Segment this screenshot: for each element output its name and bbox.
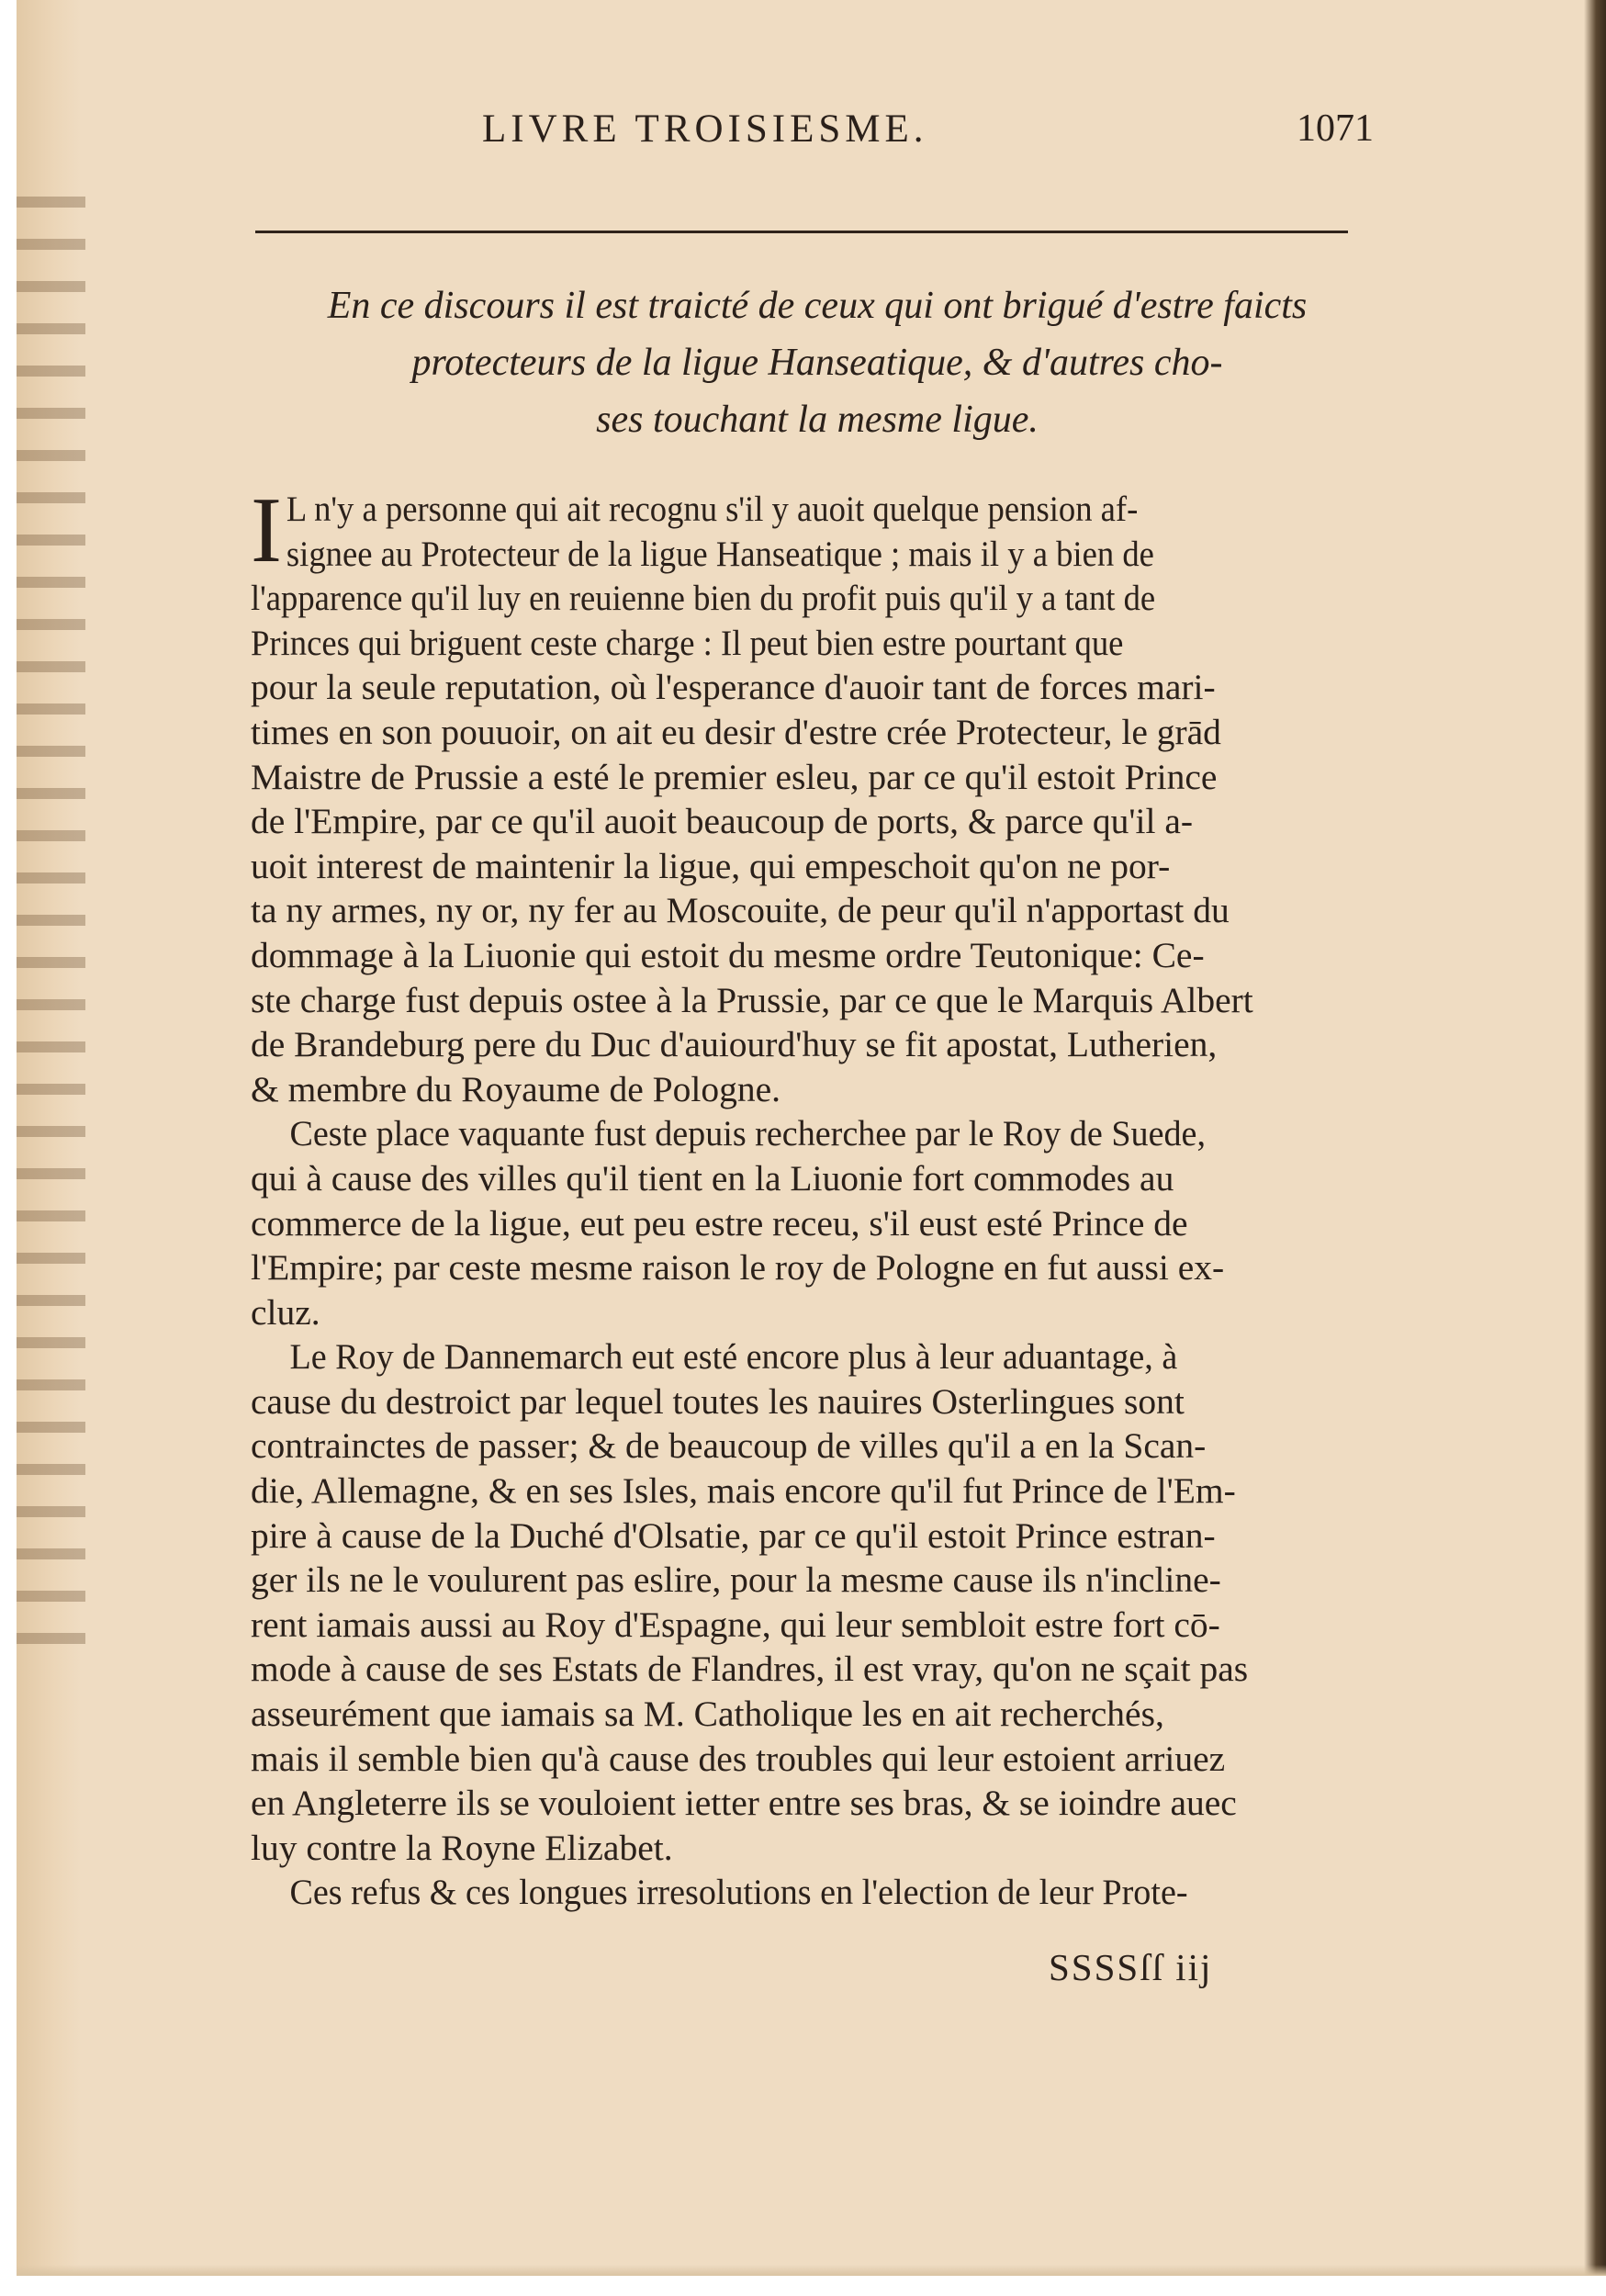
- text-line: ger ils ne le voulurent pas eslire, pour la mesme cause ils n'incline-: [251, 1559, 1221, 1601]
- page-bottom-edge: [17, 2265, 1606, 2276]
- text-line: mode à cause de ses Estats de Flandres, il est vray, qu'on ne sçait pas: [251, 1649, 1249, 1690]
- page-edge-shadow: [1584, 0, 1606, 2276]
- text-line: l'Empire; par ceste mesme raison le roy de Pologne en fut aussi ex-: [251, 1247, 1225, 1289]
- bleed-through-text: [17, 184, 85, 1653]
- text-line: Maistre de Prussie a esté le premier esleu, par ce qu'il estoit Prince: [251, 756, 1218, 797]
- chapter-summary: [234, 277, 1400, 448]
- text-line: ta ny armes, ny or, ny fer au Moscouite, de peur qu'il n'apportast du: [251, 890, 1230, 931]
- header-rule: [255, 231, 1348, 233]
- text-line: contrainctes de passer; & de beaucoup de villes qu'il a en la Scan-: [251, 1425, 1207, 1467]
- text-line: ste charge fust depuis ostee à la Prussie, par ce que le Marquis Albert: [251, 979, 1253, 1020]
- page-number: 1071: [1297, 107, 1374, 150]
- text-line: de Brandeburg pere du Duc d'auiourd'huy se fit apostat, Lutherien,: [251, 1024, 1218, 1065]
- text-line: commerce de la ligue, eut peu estre receu, s'il eust esté Prince de: [251, 1202, 1188, 1244]
- text-line: mais il semble bien qu'à cause des troubles qui leur estoient arriuez: [251, 1738, 1226, 1779]
- text-line: rent iamais aussi au Roy d'Espagne, qui leur sembloit estre fort cō-: [251, 1604, 1220, 1645]
- text-line: & membre du Royaume de Pologne.: [251, 1068, 781, 1109]
- text-line: l'apparence qu'il luy en reuienne bien du profit puis qu'il y a tant de: [251, 578, 1156, 619]
- running-head: LIVRE TROISIESME.: [482, 107, 928, 151]
- text-line: qui à cause des villes qu'il tient en la Liuonie fort commodes au: [251, 1157, 1174, 1199]
- text-line: signee au Protecteur de la ligue Hanseatique ; mais il y a bien de: [286, 533, 1154, 574]
- text-line: cause du destroict par lequel toutes les nauires Osterlingues sont: [251, 1380, 1185, 1422]
- text-line: asseurément que iamais sa M. Catholique les en ait recherchés,: [251, 1694, 1164, 1735]
- text-line: luy contre la Royne Elizabet.: [251, 1827, 673, 1868]
- text-line: de l'Empire, par ce qu'il auoit beaucoup de ports, & parce qu'il a-: [251, 801, 1194, 842]
- text-line: cluz.: [251, 1291, 320, 1333]
- signature-mark: SSSSſſ iij: [1049, 1946, 1213, 1988]
- summary-line: En ce discours il est traicté de ceux qui ont brigué d'estre faicts: [327, 285, 1308, 327]
- text-line: Ceste place vaquante fust depuis recherchee par le Roy de Suede,: [289, 1113, 1206, 1154]
- text-line: en Angleterre ils se vouloient ietter entre ses bras, & se ioindre auec: [251, 1783, 1237, 1824]
- text-line: L n'y a personne qui ait recognu s'il y auoit quelque pension af-: [286, 489, 1139, 529]
- text-line: pire à cause de la Duché d'Olsatie, par ce qu'il estoit Prince estran-: [251, 1514, 1216, 1556]
- text-line: pour la seule reputation, où l'esperance d'auoir tant de forces mari-: [251, 667, 1216, 708]
- summary-line: ses touchant la mesme ligue.: [596, 399, 1039, 441]
- summary-line: protecteurs de la ligue Hanseatique, & d'autres cho-: [411, 342, 1223, 384]
- drop-cap: I: [251, 478, 282, 582]
- text-line: die, Allemagne, & en ses Isles, mais encore qu'il fut Prince de l'Em-: [251, 1470, 1236, 1512]
- text-line: times en son pouuoir, on ait eu desir d'estre crée Protecteur, le grād: [251, 711, 1221, 752]
- text-line: Ces refus & ces longues irresolutions en l'election de leur Prote-: [289, 1872, 1188, 1913]
- text-line: Le Roy de Dannemarch eut esté encore plus à leur aduantage, à: [289, 1336, 1178, 1378]
- body-text: [251, 478, 1389, 1915]
- text-line: dommage à la Liuonie qui estoit du mesme ordre Teutonique: Ce-: [251, 934, 1205, 975]
- text-line: Princes qui briguent ceste charge : Il peut bien estre pourtant que: [251, 622, 1124, 663]
- text-line: uoit interest de maintenir la ligue, qui empeschoit qu'on ne por-: [251, 845, 1171, 886]
